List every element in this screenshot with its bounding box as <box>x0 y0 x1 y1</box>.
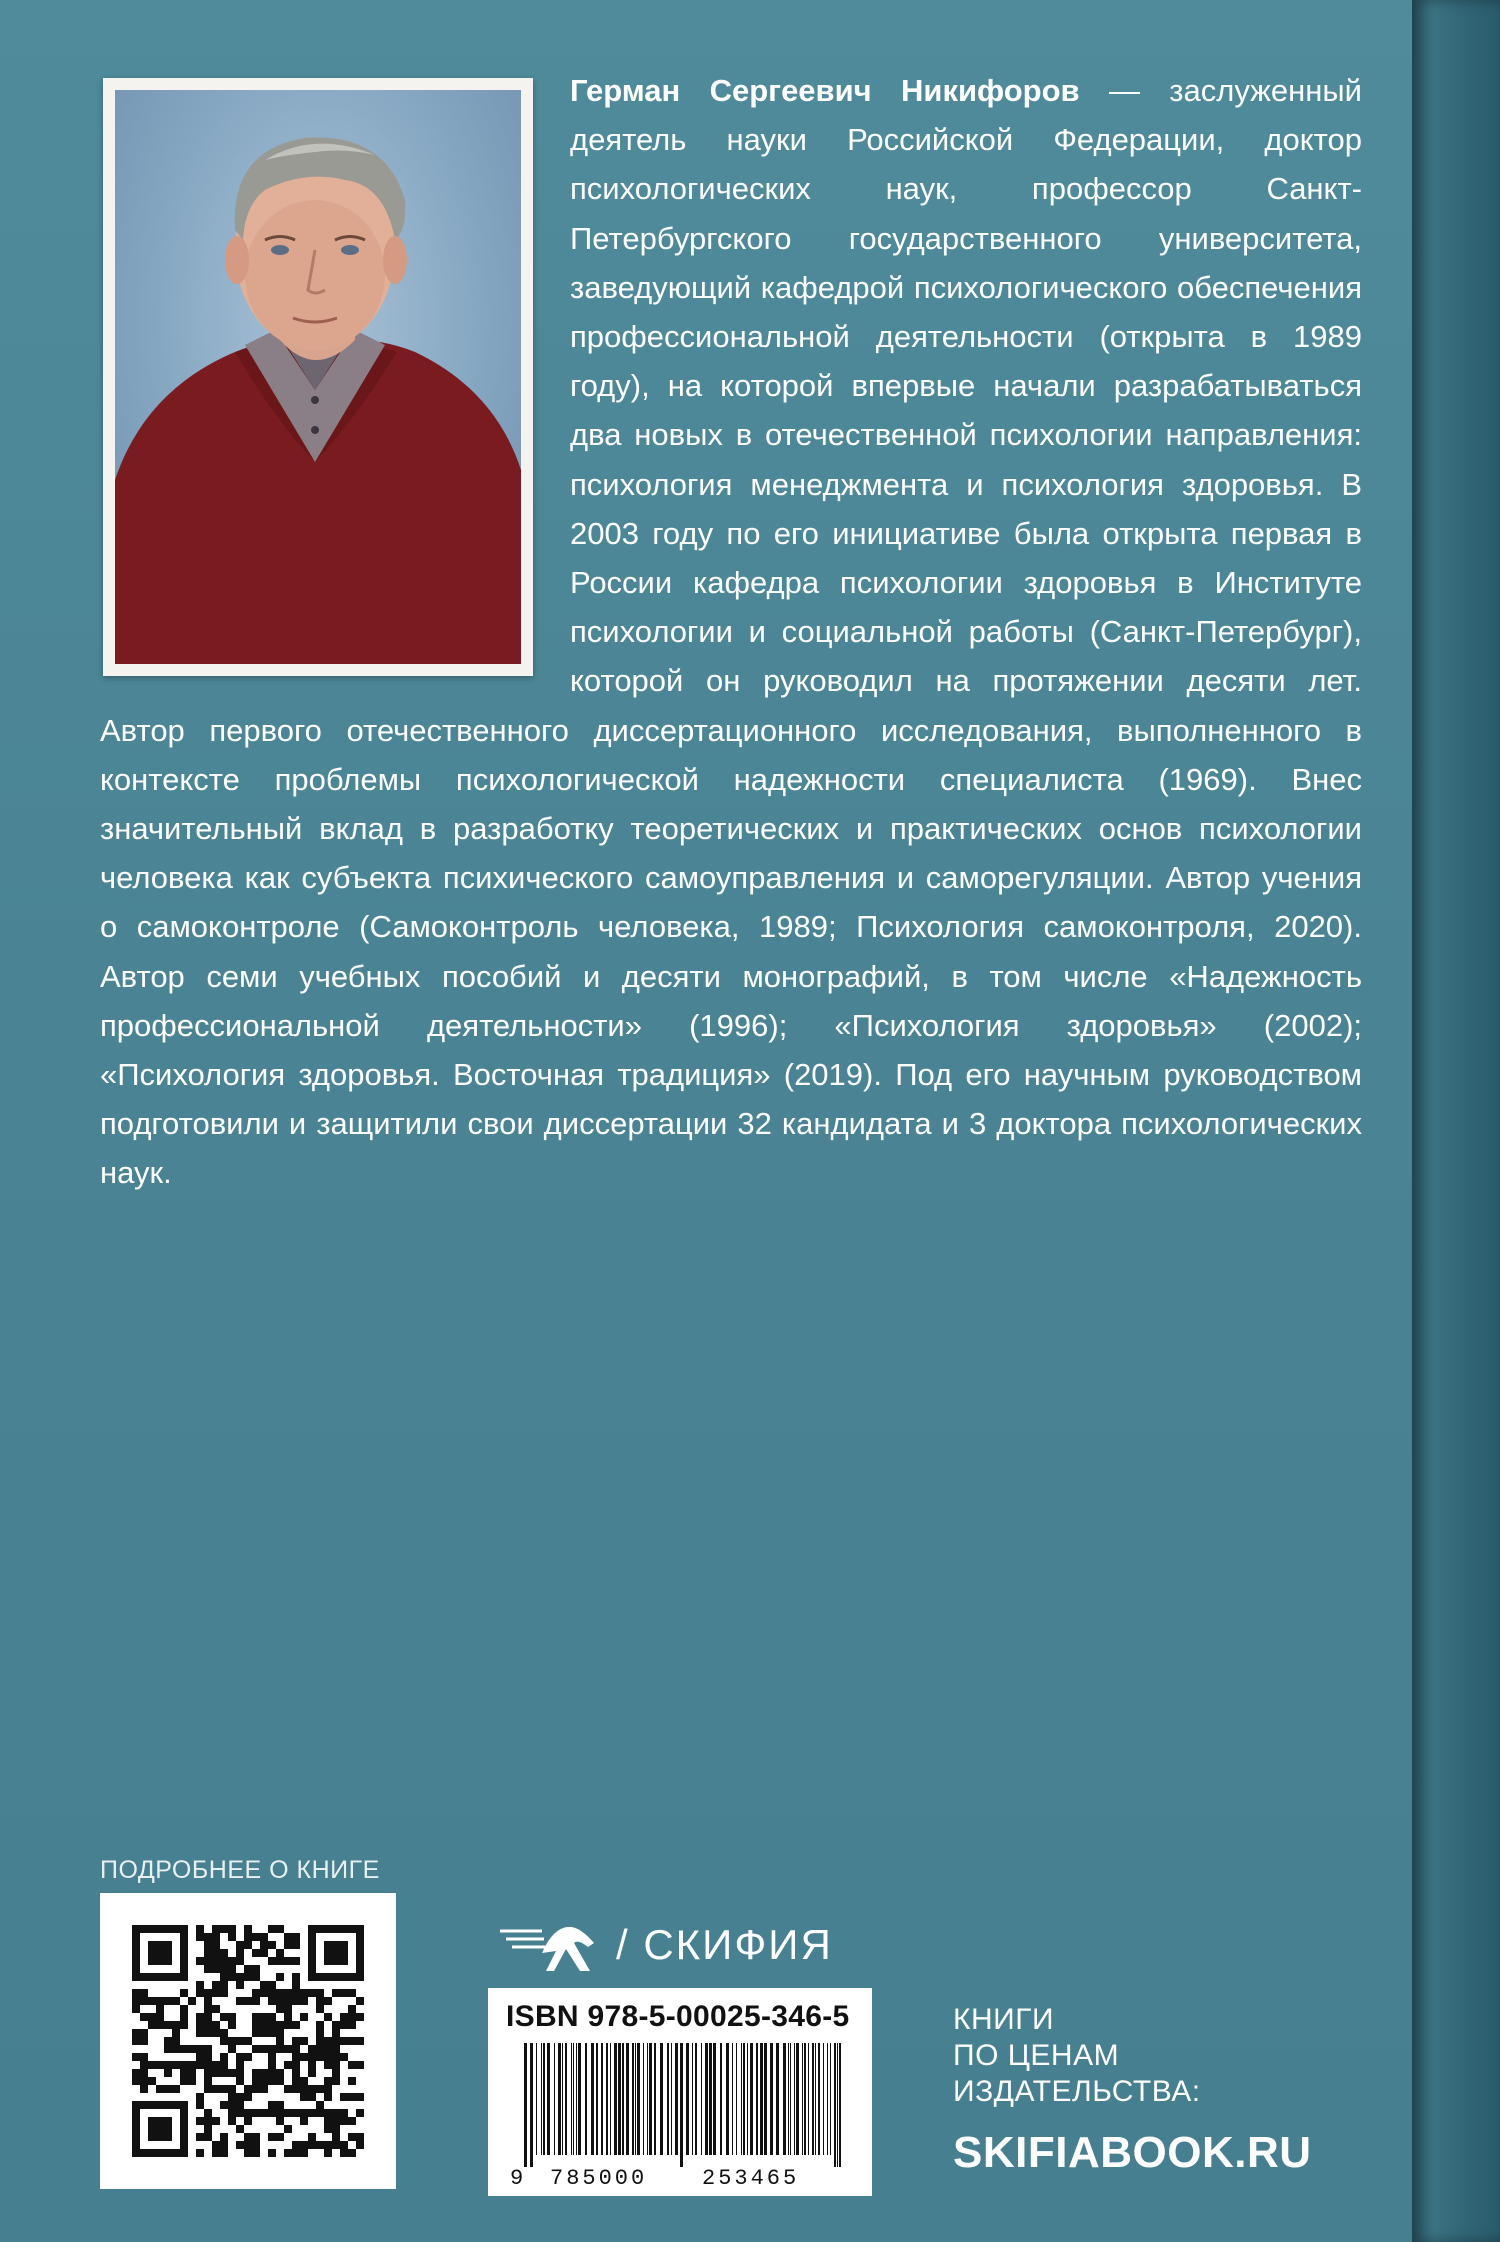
barcode-digit-first: 9 <box>510 2166 524 2191</box>
publisher-logo <box>498 1915 833 1975</box>
author-name: Герман Сергеевич Никифоров <box>570 73 1080 108</box>
qr-code[interactable] <box>100 1893 396 2189</box>
promo-line-2: ПО ЦЕНАМ <box>953 2039 1120 2072</box>
book-spine <box>1412 0 1500 2242</box>
promo-line-3: ИЗДАТЕЛЬСТВА: <box>953 2075 1201 2108</box>
publisher-website[interactable]: SKIFIABOOK.RU <box>953 2128 1312 2177</box>
barcode-digits-left: 785000 <box>550 2166 648 2191</box>
promo-text <box>953 2002 1201 2110</box>
author-biography <box>100 66 1362 1198</box>
promo-line-1: КНИГИ <box>953 2003 1055 2036</box>
qr-code-icon <box>100 1893 396 2189</box>
isbn-barcode <box>488 1988 872 2196</box>
barcode-digits-right: 253465 <box>702 2166 800 2191</box>
biography-text: — заслуженный деятель науки Российской Федерации, доктор психологических наук, профессор Санкт-Петербургского государственного университета, заведующий кафедрой психологического обеспечения профессиональной деятельности (открыта в 1989 году), на которой впервые начали разрабатываться два новых в отечественной психологии направления: психология менеджмента и психология здоровья. В 2003 году по его инициативе была открыта первая в России кафедра психологии здоровья в Институте психологии и социальной работы (Санкт-Петербург), которой он руководил на протяжении десяти лет. Автор первого отечественного диссертационного исследования, выполненного в контексте проблемы психологической надежности специалиста (1969). Внес значительный вклад в разработку теоретических и практических основ психологии человека как субъекта психического самоуправления и саморегуляции. Автор учения о самоконтроле (Самоконтроль человека, 1989; Психология самоконтроля, 2020). Автор семи учебных пособий и десяти монографий, в том числе «Надежность профессиональной деятельности» (1996); «Психология здоровья» (2002); «Психология здоровья. Восточная традиция» (2019). Под его научным руководством подготовили и защитили свои диссертации 32 кандидата и 3 доктора психологических наук. <box>100 73 1362 1191</box>
publisher-horse-icon <box>498 1917 598 1973</box>
isbn-number: ISBN 978-5-00025-346-5 <box>506 2000 850 2033</box>
publisher-name: / СКИФИЯ <box>616 1921 833 1968</box>
qr-label: ПОДРОБНЕЕ О КНИГЕ <box>100 1856 380 1884</box>
barcode-bars <box>488 1988 872 2196</box>
